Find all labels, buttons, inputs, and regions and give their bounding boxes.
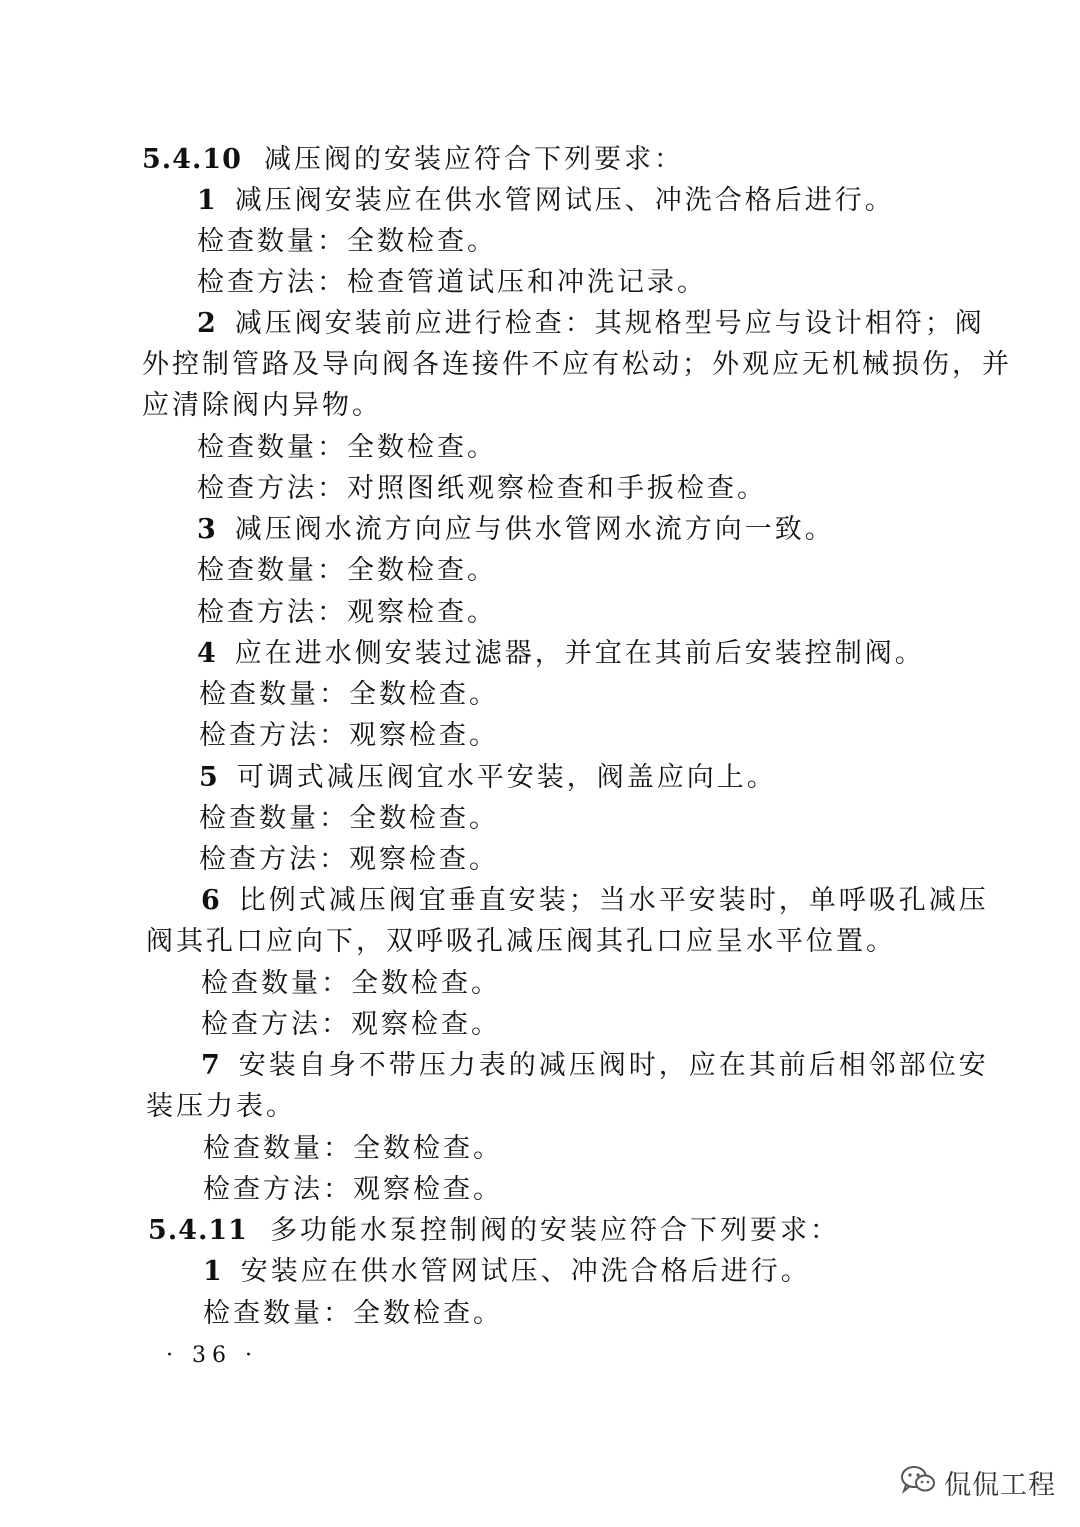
check-quantity: 检查数量：全数检查。 [199, 679, 499, 710]
check-quantity: 检查数量：全数检查。 [199, 803, 499, 834]
check-quantity: 检查数量：全数检查。 [197, 432, 497, 463]
line-24 [203, 1129, 503, 1169]
clause-number: 5.4.10 [142, 144, 242, 175]
watermark [900, 1460, 1056, 1504]
line-15 [199, 758, 777, 798]
line-9 [197, 510, 835, 550]
item-number: 5 [199, 762, 219, 793]
check-method: 检查方法：观察检查。 [203, 1174, 503, 1205]
line-2 [197, 222, 497, 262]
check-quantity: 检查数量：全数检查。 [203, 1298, 503, 1329]
line-10 [197, 551, 497, 591]
line-25 [203, 1170, 503, 1210]
line-7 [197, 428, 497, 468]
item-number: 1 [203, 1256, 223, 1287]
line-5 [142, 345, 1012, 385]
clause-number: 5.4.11 [148, 1215, 248, 1246]
check-method: 检查方法：观察检查。 [199, 844, 499, 875]
check-method: 检查方法：观察检查。 [199, 720, 499, 751]
line-19 [146, 922, 896, 962]
item-text: 减压阀水流方向应与供水管网水流方向一致。 [234, 514, 835, 545]
item-number: 7 [201, 1050, 221, 1081]
item-text-cont: 应清除阀内异物。 [142, 390, 382, 421]
item-number: 3 [197, 514, 217, 545]
line-4 [197, 304, 985, 344]
wechat-icon [900, 1465, 936, 1499]
line-6 [142, 386, 382, 426]
line-11 [197, 593, 497, 633]
item-text: 安装自身不带压力表的减压阀时，应在其前后相邻部位安 [238, 1050, 989, 1081]
item-text: 应在进水侧安装过滤器，并宜在其前后安装控制阀。 [234, 638, 925, 669]
line-17 [199, 840, 499, 880]
check-method: 检查方法：对照图纸观察检查和手扳检查。 [197, 473, 767, 504]
line-13 [199, 675, 499, 715]
item-text-cont: 外控制管路及导向阀各连接件不应有松动；外观应无机械损伤，并 [142, 349, 1012, 380]
line-20 [201, 964, 501, 1004]
clause-title: 减压阀的安装应符合下列要求： [263, 144, 684, 175]
check-quantity: 检查数量：全数检查。 [197, 555, 497, 586]
item-text-cont: 装压力表。 [146, 1091, 296, 1122]
item-text-cont: 阀其孔口应向下，双呼吸孔减压阀其孔口应呈水平位置。 [146, 926, 896, 957]
page-number: · 36 · [166, 1343, 258, 1368]
check-method: 检查方法：检查管道试压和冲洗记录。 [197, 267, 707, 298]
item-number: 1 [197, 185, 217, 216]
watermark-text: 侃侃工程 [944, 1469, 1056, 1501]
line-23 [146, 1087, 296, 1127]
check-quantity: 检查数量：全数检查。 [197, 226, 497, 257]
item-number: 4 [197, 638, 217, 669]
item-text: 减压阀安装前应进行检查：其规格型号应与设计相符；阀 [234, 308, 985, 339]
line-18 [201, 881, 989, 921]
check-method: 检查方法：观察检查。 [201, 1009, 501, 1040]
check-method: 检查方法：观察检查。 [197, 597, 497, 628]
line-3 [197, 263, 707, 303]
check-quantity: 检查数量：全数检查。 [203, 1133, 503, 1164]
line-16 [199, 799, 499, 839]
clause-title: 多功能水泵控制阀的安装应符合下列要求： [269, 1215, 840, 1246]
line-21 [201, 1005, 501, 1045]
line-26 [148, 1211, 840, 1251]
item-number: 2 [197, 308, 217, 339]
line-28 [203, 1294, 503, 1334]
item-text: 安装应在供水管网试压、冲洗合格后进行。 [240, 1256, 811, 1287]
line-27 [203, 1252, 811, 1292]
line-0 [142, 140, 684, 180]
line-14 [199, 716, 499, 756]
item-text: 可调式减压阀宜水平安装，阀盖应向上。 [236, 762, 777, 793]
line-8 [197, 469, 767, 509]
line-1 [197, 181, 895, 221]
item-number: 6 [201, 885, 221, 916]
line-12 [197, 634, 925, 674]
check-quantity: 检查数量：全数检查。 [201, 968, 501, 999]
item-text: 比例式减压阀宜垂直安装；当水平安装时，单呼吸孔减压 [238, 885, 989, 916]
line-22 [201, 1046, 989, 1086]
item-text: 减压阀安装应在供水管网试压、冲洗合格后进行。 [234, 185, 895, 216]
